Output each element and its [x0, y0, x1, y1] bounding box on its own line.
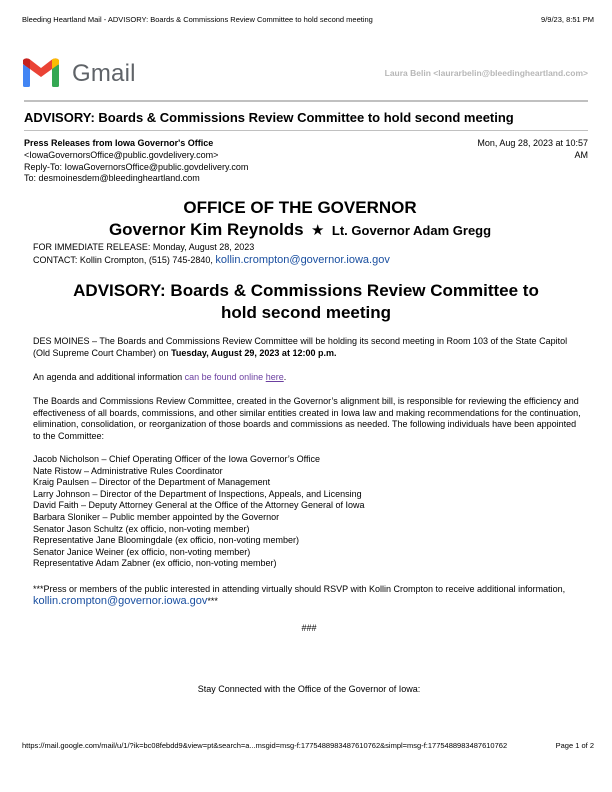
paragraph-end: *** — [207, 595, 218, 606]
list-item: Senator Janice Weiner (ex officio, non-voting member) — [33, 546, 251, 557]
email-subject: ADVISORY: Boards & Commissions Review Committee to hold second meeting — [24, 110, 514, 125]
meeting-datetime: Tuesday, August 29, 2023 at 12:00 p.m. — [171, 347, 337, 358]
list-item: Barbara Sloniker – Public member appointed by the Governor — [33, 511, 280, 522]
paragraph-rsvp — [33, 584, 585, 607]
print-footer — [22, 741, 594, 753]
list-item: Kraig Paulsen – Director of the Department of Management — [33, 477, 271, 488]
headline-line-1: ADVISORY: Boards & Commissions Review Committee to — [73, 281, 539, 300]
contact-email-link[interactable]: kollin.crompton@governor.iowa.gov — [215, 254, 390, 266]
rsvp-email-link[interactable]: kollin.crompton@governor.iowa.gov — [33, 594, 208, 607]
paragraph-end: . — [283, 372, 287, 382]
governor-name: Governor Kim Reynolds — [108, 220, 304, 239]
list-item: Larry Johnson – Director of the Department of Inspections, Appeals, and Licensing — [33, 488, 362, 499]
paragraph-agenda — [33, 372, 585, 384]
list-item: Representative Adam Zabner (ex officio, non-voting member) — [33, 558, 277, 569]
contact-line — [33, 254, 390, 266]
gmail-wordmark: Gmail — [72, 60, 136, 87]
account-email: Laura Belin <laurarbelin@bleedingheartland.com> — [384, 68, 588, 78]
print-header-title: Bleeding Heartland Mail - ADVISORY: Boards & Commissions Review Committee to hold second meeting — [22, 15, 373, 24]
paragraph-committee: The Boards and Commissions Review Committee, created in the Governor’s alignment bill, is responsible for reviewing the efficiency and effectiveness of all boards, commissions, and other similar entities created in Iowa law and making recommendations for the continuation, elimination, consolidation, or reorganization of those boards and commissions as needed. The following individuals have been appointed to the Committee: — [33, 396, 581, 441]
contact-text: CONTACT: Kollin Crompton, (515) 745-2840, — [33, 255, 216, 265]
lt-governor-name: Lt. Governor Adam Gregg — [331, 223, 492, 238]
divider — [24, 130, 588, 131]
release-line: FOR IMMEDIATE RELEASE: Monday, August 28, 2023 — [33, 242, 255, 252]
print-footer-url: https://mail.google.com/mail/u/1/?ik=bc08febdd9&view=pt&search=a...msgid=msg-f:1775488983487610762&simpl=msg-f:1775488983487610762 — [22, 741, 508, 750]
page-number: Page 1 of 2 — [555, 741, 594, 750]
governor-line — [0, 220, 600, 240]
print-header — [22, 15, 594, 27]
section-separator: ### — [301, 623, 317, 633]
star-icon: ★ — [311, 222, 325, 239]
sender-name: Press Releases from Iowa Governor's Office — [24, 138, 214, 148]
paragraph-text: ***Press or members of the public interested in attending virtually should RSVP with Kollin Crompton to receive additional information, — [33, 584, 566, 594]
divider — [24, 100, 588, 102]
reply-to-line: Reply-To: IowaGovernorsOffice@public.govdelivery.com — [24, 161, 249, 172]
gmail-logo-icon — [21, 55, 61, 89]
list-item: David Faith – Deputy Attorney General at the Office of the Attorney General of Iowa — [33, 500, 365, 511]
paragraph-text: An agenda and additional information — [33, 372, 185, 382]
list-item: Jacob Nicholson – Chief Operating Officer of the Iowa Governor’s Office — [33, 454, 320, 464]
list-item: Senator Jason Schultz (ex officio, non-voting member) — [33, 523, 250, 534]
to-line: To: desmoinesdem@bleedingheartland.com — [24, 173, 200, 184]
print-header-datetime: 9/9/23, 8:51 PM — [541, 15, 594, 24]
online-link[interactable]: can be found online — [184, 372, 264, 382]
headline-line-2: hold second meeting — [220, 303, 392, 322]
email-date-line1: Mon, Aug 28, 2023 at 10:57 — [477, 138, 588, 148]
list-item: Nate Ristow – Administrative Rules Coordinator — [33, 465, 223, 476]
email-date — [438, 138, 588, 162]
office-title: OFFICE OF THE GOVERNOR — [183, 198, 417, 217]
paragraph-meeting — [33, 336, 585, 359]
list-item: Representative Jane Bloomingdale (ex officio, non-voting member) — [33, 535, 299, 546]
paragraph-text: DES MOINES – The Boards and Commissions Review Committee will be holding its second meeting in Room 103 of the State Capitol (Old Supreme Court Chamber) on — [33, 336, 568, 358]
email-date-line2: AM — [574, 149, 588, 160]
members-list — [33, 454, 365, 570]
sender-address: <IowaGovernorsOffice@public.govdelivery.com> — [24, 149, 219, 160]
advisory-headline — [0, 280, 612, 324]
sender-block — [24, 138, 248, 185]
stay-connected-text: Stay Connected with the Office of the Governor of Iowa: — [197, 684, 421, 694]
here-link[interactable]: here — [265, 372, 284, 382]
